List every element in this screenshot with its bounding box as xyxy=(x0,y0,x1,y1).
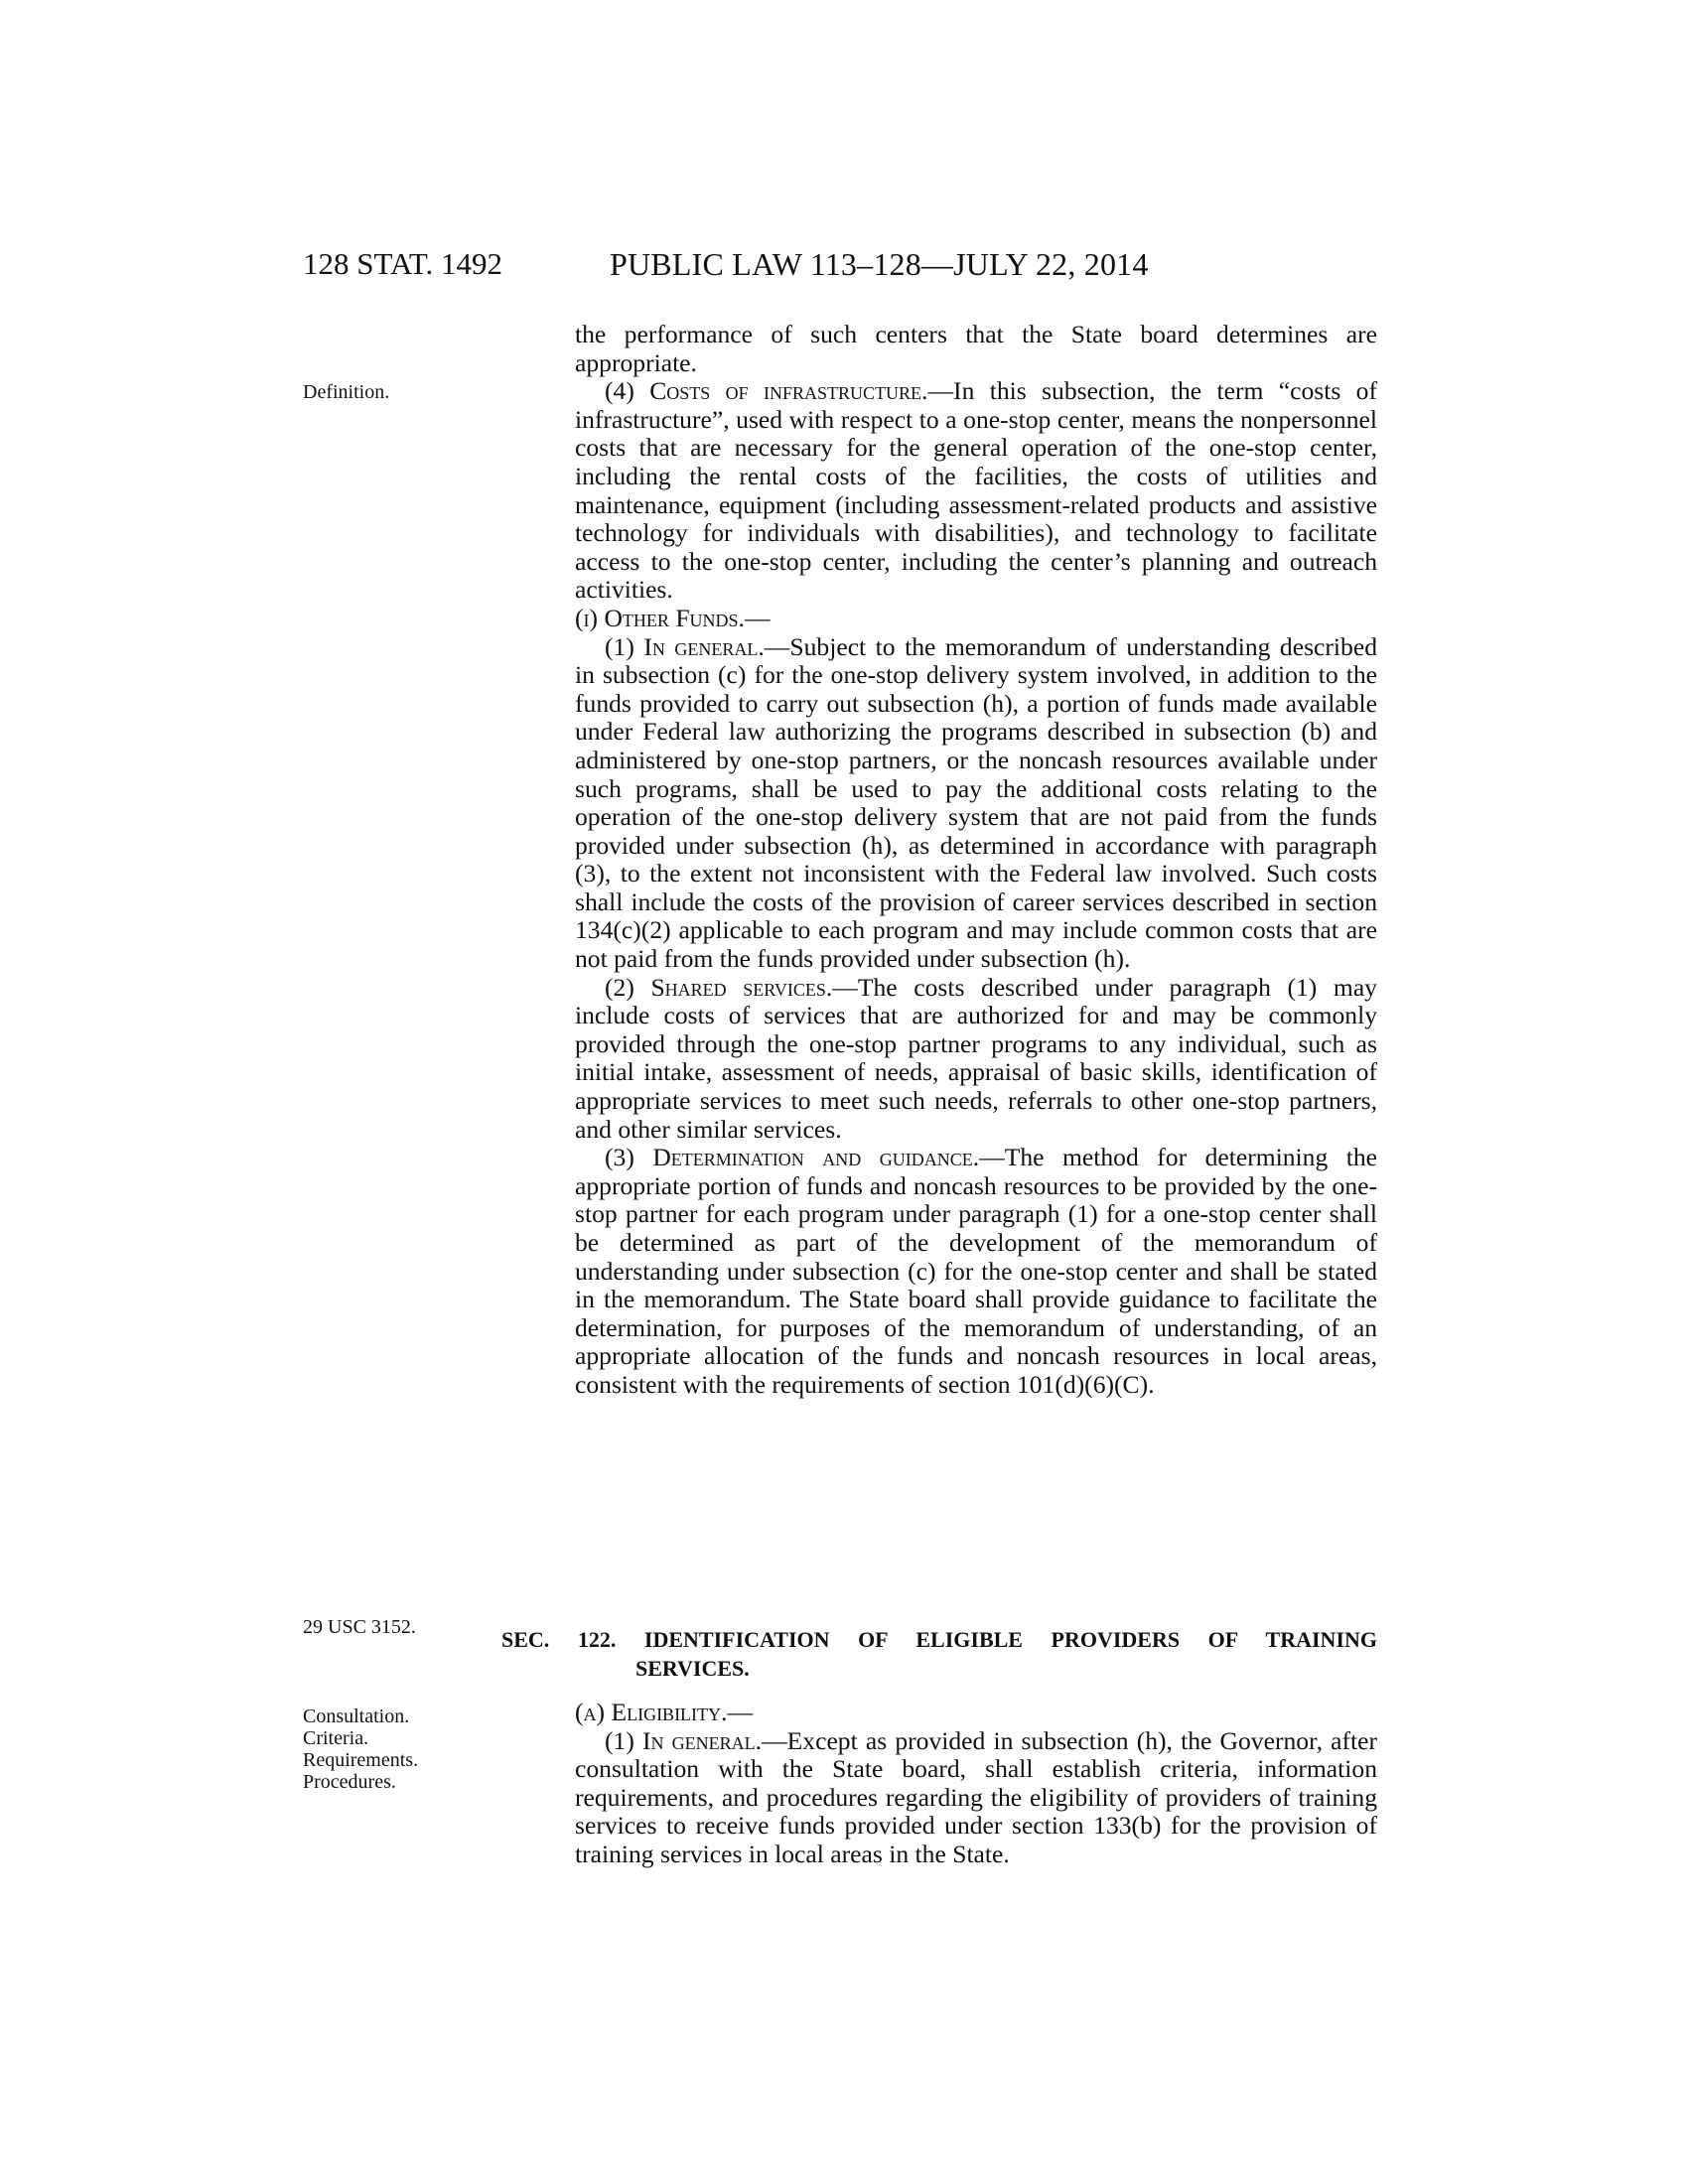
paragraph-continuation: the performance of such centers that the State board determines are appropriate. xyxy=(575,320,1377,377)
paragraph-shared-services xyxy=(575,974,1377,1145)
section-heading-line2: SERVICES. xyxy=(635,1656,750,1681)
margin-note-definition: Definition. xyxy=(303,381,390,403)
paragraph-heading: (1) In general. xyxy=(605,1725,763,1755)
paragraph-text: —In this subsection, the term “costs of infrastructure”, used with respect to a one-stop center, means the nonpersonnel costs that are necessary for the general operation of the one-stop center, including the rental costs of the facilities, the costs of utilities and maintenance, equipment (including assessment-related products and assistive technology for individuals with disabilities), and technology to facilitate access to the one-stop center, including the center’s planning and outreach activities. xyxy=(575,376,1377,605)
section-heading-line1: SEC. 122. IDENTIFICATION OF ELIGIBLE PROVIDERS OF TRAINING xyxy=(501,1627,1377,1652)
paragraph-determination-guidance xyxy=(575,1144,1377,1399)
heading-other-funds xyxy=(575,605,1377,633)
paragraph-in-general-eligibility xyxy=(575,1727,1377,1869)
margin-note-item: Requirements. xyxy=(303,1749,419,1771)
page-reference: 128 STAT. 1492 xyxy=(303,246,503,281)
margin-note-item: Criteria. xyxy=(303,1727,369,1749)
paragraph-heading: (2) Shared services. xyxy=(605,972,833,1002)
paragraph-heading: (1) In general. xyxy=(605,631,765,661)
margin-note-item: Procedures. xyxy=(303,1771,396,1793)
paragraph-in-general xyxy=(575,633,1377,974)
page-title: PUBLIC LAW 113–128—JULY 22, 2014 xyxy=(610,246,1149,282)
paragraph-text: —The method for determining the appropriate portion of funds and noncash resources to be provided by the one-stop partner for each program under paragraph (1) for a one-stop center shall be determined as part of the development of the memorandum of understanding under subsection (c) for the one-stop center and shall be stated in the memorandum. The State board shall provide guidance to facilitate the determination, for purposes of the memorandum of understanding, of an appropriate allocation of the funds and noncash resources in local areas, consistent with the requirements of section 101(d)(6)(C). xyxy=(575,1143,1377,1399)
subsection-heading: (i) Other Funds.— xyxy=(575,603,771,632)
paragraph-heading: (3) Determination and guidance. xyxy=(605,1143,980,1172)
margin-note-usc: 29 USC 3152. xyxy=(303,1616,416,1638)
paragraph-costs-of-infrastructure xyxy=(575,377,1377,605)
body-text xyxy=(575,321,1377,1400)
subsection-heading: (a) Eligibility.— xyxy=(575,1698,754,1726)
body-text-section-122 xyxy=(575,1699,1377,1869)
paragraph-heading: (4) Costs of infrastructure. xyxy=(605,376,928,406)
paragraph-text: —Except as provided in subsection (h), the Governor, after consultation with the State board, shall establish criteria, information requirements, and procedures regarding the eligibility of providers of training services to receive funds provided under section 133(b) for the provision of training services in local areas in the State. xyxy=(575,1725,1377,1868)
paragraph-text: —Subject to the memorandum of understanding described in subsection (c) for the one-stop delivery system involved, in addition to the funds provided to carry out subsection (h), a portion of funds made available under Federal law authorizing the programs described in subsection (b) and administered by one-stop partners, or the noncash resources available under such programs, shall be used to pay the additional costs relating to the operation of the one-stop delivery system that are not paid from the funds provided under subsection (h), as determined in accordance with paragraph (3), to the extent not inconsistent with the Federal law involved. Such costs shall include the costs of the provision of career services described in section 134(c)(2) applicable to each program and may include common costs that are not paid from the funds provided under subsection (h). xyxy=(575,631,1377,974)
margin-note-item: Consultation. xyxy=(303,1706,410,1727)
heading-eligibility xyxy=(575,1699,1377,1727)
paragraph-text: —The costs described under paragraph (1) may include costs of services that are authorized for and may be commonly provided through the one-stop partner programs to any individual, such as initial intake, assessment of needs, appraisal of basic skills, identification of appropriate services to meet such needs, referrals to other one-stop partners, and other similar services. xyxy=(575,972,1377,1144)
margin-note-group xyxy=(303,1706,418,1793)
